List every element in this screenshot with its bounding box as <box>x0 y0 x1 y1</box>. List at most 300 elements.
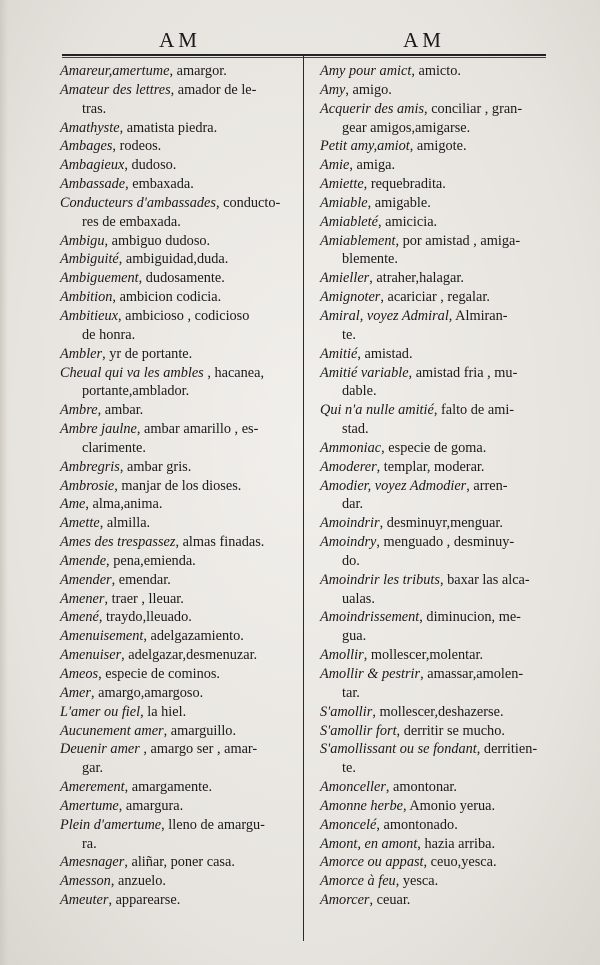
dictionary-entry <box>320 835 556 854</box>
entry-headword: Amitié <box>320 345 358 362</box>
entry-first-line <box>320 571 556 590</box>
entry-first-line <box>320 665 556 684</box>
entry-definition: , mollescer,deshazerse. <box>372 703 504 720</box>
dictionary-entry <box>60 684 298 703</box>
entry-first-line <box>320 288 556 307</box>
entry-first-line <box>320 835 556 854</box>
entry-definition: , amontonar. <box>385 779 457 796</box>
entry-headword: Ameos <box>60 666 99 682</box>
entry-definition: , derritir se mucho. <box>396 722 505 739</box>
dictionary-entry <box>320 891 556 910</box>
entry-headword: Qui n'a nulle amitié <box>320 402 434 419</box>
entry-first-line <box>320 891 556 910</box>
entry-headword: Ambassade <box>60 176 126 193</box>
entry-definition: , mollescer,molentar. <box>363 647 484 664</box>
dictionary-entry <box>320 797 556 816</box>
left-column <box>60 62 298 910</box>
entry-headword: Ambre <box>60 402 98 419</box>
entry-first-line <box>60 853 298 872</box>
dictionary-entry <box>60 175 298 194</box>
dictionary-entry <box>320 156 556 175</box>
dictionary-entry <box>320 646 556 665</box>
dictionary-entry <box>320 401 556 439</box>
entry-headword: Amoindry <box>320 534 377 551</box>
dictionary-entry <box>60 646 298 665</box>
entry-headword: Amender <box>60 571 112 588</box>
entry-definition: , amontonado. <box>376 816 458 833</box>
entry-first-line <box>320 458 556 477</box>
entry-headword: Amont, en amont <box>320 835 418 852</box>
entry-first-line <box>320 740 556 759</box>
entry-definition: , acariciar , regalar. <box>380 289 490 306</box>
dictionary-entry <box>320 345 556 364</box>
entry-definition: , yr de portante. <box>102 345 193 362</box>
entry-continuation-line <box>320 495 556 514</box>
entry-headword: Amertume <box>60 797 119 814</box>
entry-definition: , yesca. <box>395 873 439 890</box>
entry-headword: S'amollir fort <box>320 722 397 739</box>
entry-continuation-line <box>60 213 298 232</box>
entry-first-line <box>60 684 298 703</box>
column-divider <box>303 56 304 941</box>
entry-definition: , amassar,amolen- <box>420 666 524 682</box>
entry-definition: , amicicia. <box>377 213 438 230</box>
entry-headword: Amiral, voyez Admiral <box>320 307 449 324</box>
entry-first-line <box>60 119 298 138</box>
entry-headword: Ambrosie <box>60 477 115 494</box>
entry-headword: Amorce à feu <box>320 873 396 890</box>
entry-first-line <box>60 307 298 326</box>
entry-definition: ualas. <box>342 590 375 607</box>
entry-first-line <box>320 608 556 627</box>
entry-definition: , adelgazar,desmenuzar. <box>121 647 258 664</box>
entry-definition: , amigo. <box>345 81 392 98</box>
entry-definition: , hazia arriba. <box>417 835 496 852</box>
entry-definition: , amarguillo. <box>163 722 237 739</box>
entry-first-line <box>60 62 298 81</box>
dictionary-entry <box>320 62 556 81</box>
entry-definition: blemente. <box>342 251 398 268</box>
entry-definition: , amigable. <box>367 194 431 211</box>
entry-definition: , traydo,lleuado. <box>98 609 192 626</box>
entry-first-line <box>320 401 556 420</box>
entry-definition: tar. <box>342 684 360 701</box>
dictionary-entry <box>60 119 298 138</box>
right-column <box>320 62 556 910</box>
dictionary-entry <box>320 364 556 402</box>
dictionary-entry <box>320 703 556 722</box>
entry-continuation-line <box>320 119 556 138</box>
entry-first-line <box>60 816 298 835</box>
entry-definition: , manjar de los dioses. <box>114 477 242 494</box>
dictionary-entry <box>60 552 298 571</box>
dictionary-entry <box>60 269 298 288</box>
entry-first-line <box>60 81 298 100</box>
dictionary-entry <box>60 307 298 345</box>
entry-headword: Amerement <box>60 779 125 796</box>
dictionary-entry <box>60 364 298 402</box>
entry-continuation-line <box>60 759 298 778</box>
entry-headword: Amoncelé <box>320 816 377 833</box>
entry-definition: , amistad. <box>357 345 413 362</box>
header-rule <box>62 54 546 56</box>
entry-headword: Amareur,amertume <box>60 63 170 79</box>
entry-headword: Amesnager <box>60 854 125 871</box>
entry-definition: , ambiguo dudoso. <box>104 232 211 249</box>
entry-first-line <box>60 232 298 251</box>
dictionary-entry <box>320 571 556 609</box>
entry-headword: Acquerir des amis <box>320 100 425 117</box>
entry-first-line <box>60 458 298 477</box>
entry-first-line <box>60 137 298 156</box>
dictionary-entry <box>60 722 298 741</box>
entry-first-line <box>320 816 556 835</box>
dictionary-entry <box>60 250 298 269</box>
dictionary-entry <box>60 608 298 627</box>
entry-headword: Amiable <box>320 194 368 211</box>
entry-definition: , conciliar , gran- <box>424 100 523 117</box>
entry-first-line <box>60 552 298 571</box>
dictionary-entry <box>320 853 556 872</box>
entry-definition: , dudosamente. <box>138 270 225 287</box>
entry-definition: , aliñar, poner casa. <box>124 854 235 871</box>
dictionary-entry <box>60 533 298 552</box>
dictionary-entry <box>60 62 298 81</box>
running-header-left: AM <box>159 28 201 52</box>
entry-definition: , amigote. <box>409 138 467 155</box>
entry-definition: , falto de ami- <box>433 402 515 419</box>
entry-definition: , especie de cominos. <box>98 666 221 682</box>
entry-definition: dar. <box>342 496 364 513</box>
entry-first-line <box>60 401 298 420</box>
entry-headword: Ambages <box>60 138 113 155</box>
entry-definition: , ambar gris. <box>119 458 192 475</box>
entry-definition: , amatista piedra. <box>119 119 218 136</box>
entry-first-line <box>320 722 556 741</box>
entry-first-line <box>320 778 556 797</box>
entry-headword: Amonceller <box>320 779 386 796</box>
entry-headword: Amenuisement <box>60 628 144 645</box>
entry-definition: , almilla. <box>99 515 151 532</box>
entry-definition: , amargor. <box>169 63 227 79</box>
dictionary-entry <box>60 137 298 156</box>
entry-headword: Amiette <box>320 176 364 193</box>
entry-first-line <box>320 853 556 872</box>
entry-definition: , anzuelo. <box>110 873 167 890</box>
entry-definition: tras. <box>82 100 107 117</box>
entry-definition: , amargo,amargoso. <box>90 684 204 701</box>
dictionary-entry <box>60 853 298 872</box>
entry-headword: S'amollir <box>320 703 373 720</box>
entry-first-line <box>320 81 556 100</box>
entry-headword: Ammoniac <box>320 439 382 456</box>
entry-headword: Amoindrir <box>320 515 380 532</box>
entry-headword: Amy <box>320 81 346 98</box>
entry-headword: Ambiguement <box>60 270 139 287</box>
entry-headword: Amorcer <box>320 892 370 909</box>
entry-definition: ra. <box>82 835 97 852</box>
entry-first-line <box>60 269 298 288</box>
dictionary-entry <box>60 81 298 119</box>
entry-first-line <box>60 722 298 741</box>
entry-first-line <box>320 156 556 175</box>
entry-headword: Amiableté <box>320 213 378 230</box>
entry-definition: stad. <box>342 421 369 438</box>
dictionary-entry <box>60 891 298 910</box>
entry-first-line <box>60 364 298 383</box>
dictionary-entry <box>320 722 556 741</box>
entry-first-line <box>60 872 298 891</box>
dictionary-entry <box>320 269 556 288</box>
entry-first-line <box>320 175 556 194</box>
entry-definition: , menguado , desminuy- <box>376 534 515 551</box>
dictionary-entry <box>320 232 556 270</box>
entry-definition: gear amigos,amigarse. <box>342 119 471 136</box>
entry-first-line <box>60 194 298 213</box>
entry-definition: , por amistad , amiga- <box>395 232 521 249</box>
entry-first-line <box>60 891 298 910</box>
dictionary-entry <box>60 495 298 514</box>
entry-first-line <box>60 627 298 646</box>
entry-first-line <box>60 646 298 665</box>
entry-first-line <box>60 514 298 533</box>
page-edge-shadow <box>0 0 8 965</box>
entry-first-line <box>320 797 556 816</box>
entry-headword: Plein d'amertume <box>60 816 162 833</box>
entry-headword: Amignoter <box>320 289 381 306</box>
entry-definition: , ambicioso , codicioso <box>117 307 250 324</box>
entry-first-line <box>60 495 298 514</box>
dictionary-entry <box>60 514 298 533</box>
entry-headword: Aucunement amer <box>60 722 164 739</box>
dictionary-entry <box>320 194 556 213</box>
entry-continuation-line <box>60 382 298 401</box>
dictionary-entry <box>320 175 556 194</box>
entry-definition: , atraher,halagar. <box>369 270 464 287</box>
entry-headword: S'amollissant ou se fondant <box>320 741 477 758</box>
entry-headword: Amenuiser <box>60 647 122 664</box>
entry-first-line <box>320 646 556 665</box>
entry-definition: , apparearse. <box>108 892 181 909</box>
dictionary-entry <box>60 194 298 232</box>
dictionary-entry <box>320 740 556 778</box>
entry-definition: , diminucion, me- <box>419 609 521 626</box>
entry-headword: Amende <box>60 552 107 569</box>
entry-definition: res de embaxada. <box>82 213 181 230</box>
entry-definition: , Amonio yerua. <box>402 797 496 814</box>
entry-headword: Amesson <box>60 873 111 890</box>
entry-continuation-line <box>320 759 556 778</box>
dictionary-entry <box>320 100 556 138</box>
entry-definition: , Almiran- <box>448 307 508 324</box>
dictionary-entry <box>60 420 298 458</box>
entry-headword: Ambition <box>60 289 113 306</box>
dictionary-entry <box>320 288 556 307</box>
entry-first-line <box>60 665 298 684</box>
entry-headword: Ames des trespassez <box>60 534 176 551</box>
dictionary-entry <box>60 872 298 891</box>
entry-definition: , emendar. <box>111 571 171 588</box>
entry-continuation-line <box>320 326 556 345</box>
entry-definition: de honra. <box>82 326 136 343</box>
entry-headword: Ambregris <box>60 458 120 475</box>
entry-first-line <box>320 137 556 156</box>
entry-definition: , amiga. <box>349 157 396 174</box>
entry-definition: te. <box>342 760 356 777</box>
dictionary-entry <box>320 665 556 703</box>
entry-first-line <box>60 288 298 307</box>
entry-first-line <box>60 797 298 816</box>
entry-definition: , embaxada. <box>125 176 194 193</box>
entry-first-line <box>320 62 556 81</box>
entry-headword: Amiablement <box>320 232 396 249</box>
entry-continuation-line <box>320 627 556 646</box>
entry-definition: , ambiguidad,duda. <box>118 251 229 268</box>
entry-definition: clarimente. <box>82 439 146 456</box>
entry-definition: , rodeos. <box>112 138 162 155</box>
dictionary-entry <box>60 571 298 590</box>
dictionary-entry <box>320 514 556 533</box>
entry-headword: Amodier, voyez Admodier <box>320 477 467 494</box>
dictionary-entry <box>60 816 298 854</box>
entry-definition: , almas finadas. <box>175 534 265 551</box>
entry-continuation-line <box>60 326 298 345</box>
entry-definition: , ceuo,yesca. <box>423 854 497 871</box>
entry-headword: Amorce ou appast <box>320 854 424 871</box>
dictionary-entry <box>60 345 298 364</box>
entry-headword: Ambre jaulne <box>60 421 137 438</box>
entry-definition: , pena,emienda. <box>106 552 196 569</box>
dictionary-entry <box>60 665 298 684</box>
dictionary-entry <box>320 872 556 891</box>
entry-first-line <box>320 194 556 213</box>
entry-headword: Ambitieux <box>60 307 118 324</box>
dictionary-entry <box>60 703 298 722</box>
entry-headword: Amitié variable <box>320 364 409 381</box>
entry-first-line <box>320 364 556 383</box>
entry-definition: , adelgazamiento. <box>143 628 244 645</box>
entry-definition: , amicto. <box>411 63 461 79</box>
entry-first-line <box>320 269 556 288</box>
entry-first-line <box>60 175 298 194</box>
dictionary-entry <box>320 81 556 100</box>
entry-definition: dable. <box>342 383 377 400</box>
entry-first-line <box>320 872 556 891</box>
entry-headword: Amoindrir les tributs <box>320 571 440 588</box>
dictionary-entry <box>320 458 556 477</box>
entry-continuation-line <box>320 250 556 269</box>
entry-definition: , ambar amarillo , es- <box>136 421 259 438</box>
entry-definition: , hacanea, <box>203 364 265 381</box>
entry-definition: do. <box>342 552 360 569</box>
dictionary-entry <box>320 213 556 232</box>
entry-headword: Ambigu <box>60 232 105 249</box>
entry-definition: , templar, moderar. <box>376 458 485 475</box>
entry-headword: Ambler <box>60 345 103 362</box>
entry-first-line <box>320 213 556 232</box>
running-header-right: AM <box>403 28 445 52</box>
entry-definition: , alma,anima. <box>85 496 163 513</box>
entry-headword: Cheual qui va les ambles <box>60 364 204 381</box>
dictionary-entry <box>320 533 556 571</box>
entry-continuation-line <box>60 835 298 854</box>
entry-headword: Amer <box>60 684 91 701</box>
entry-first-line <box>320 533 556 552</box>
entry-continuation-line <box>60 439 298 458</box>
entry-first-line <box>60 156 298 175</box>
entry-headword: Amené <box>60 609 99 626</box>
entry-definition: portante,amblador. <box>82 383 190 400</box>
entry-headword: Amie <box>320 157 350 174</box>
entry-first-line <box>60 250 298 269</box>
entry-continuation-line <box>320 420 556 439</box>
entry-headword: Ame <box>60 496 86 513</box>
dictionary-entry <box>320 477 556 515</box>
entry-headword: Ambagieux <box>60 157 125 174</box>
entry-first-line <box>60 571 298 590</box>
entry-definition: , amador de le- <box>170 81 257 98</box>
entry-headword: Amener <box>60 590 105 607</box>
entry-continuation-line <box>320 382 556 401</box>
dictionary-entry <box>60 740 298 778</box>
entry-definition: , especie de goma. <box>381 439 487 456</box>
entry-first-line <box>320 345 556 364</box>
entry-first-line <box>60 345 298 364</box>
entry-definition: , dudoso. <box>124 157 177 174</box>
entry-first-line <box>320 703 556 722</box>
dictionary-entry <box>320 778 556 797</box>
entry-headword: Amoindrissement <box>320 609 420 626</box>
entry-first-line <box>320 439 556 458</box>
entry-first-line <box>320 100 556 119</box>
entry-headword: Deuenir amer <box>60 741 140 758</box>
entry-definition: , amargamente. <box>124 779 213 796</box>
entry-first-line <box>60 590 298 609</box>
entry-definition: , ambar. <box>97 402 144 419</box>
dictionary-entry <box>60 797 298 816</box>
entry-first-line <box>60 740 298 759</box>
entry-definition: , amistad fria , mu- <box>408 364 518 381</box>
entry-headword: Amathyste <box>60 119 120 136</box>
dictionary-entry <box>60 156 298 175</box>
entry-headword: Amoderer <box>320 458 377 475</box>
entry-definition: , derritien- <box>476 741 538 758</box>
dictionary-entry <box>320 816 556 835</box>
entry-definition: , conducto- <box>215 194 281 211</box>
dictionary-entry <box>60 590 298 609</box>
entry-first-line <box>60 608 298 627</box>
entry-headword: Amateur des lettres <box>60 81 171 98</box>
entry-first-line <box>60 778 298 797</box>
entry-headword: Amollir <box>320 647 364 664</box>
dictionary-entry <box>320 307 556 345</box>
entry-continuation-line <box>60 100 298 119</box>
entry-first-line <box>60 477 298 496</box>
dictionary-entry <box>60 627 298 646</box>
entry-definition: gar. <box>82 760 104 777</box>
entry-first-line <box>320 232 556 251</box>
dictionary-entry <box>60 288 298 307</box>
dictionary-entry <box>60 477 298 496</box>
entry-definition: , ambicion codicia. <box>112 289 222 306</box>
entry-definition: , lleno de amargu- <box>161 816 265 833</box>
entry-first-line <box>60 533 298 552</box>
entry-definition: gua. <box>342 628 367 645</box>
entry-headword: Amieller <box>320 270 370 287</box>
entry-first-line <box>60 703 298 722</box>
entry-continuation-line <box>320 684 556 703</box>
entry-headword: Ameuter <box>60 892 109 909</box>
